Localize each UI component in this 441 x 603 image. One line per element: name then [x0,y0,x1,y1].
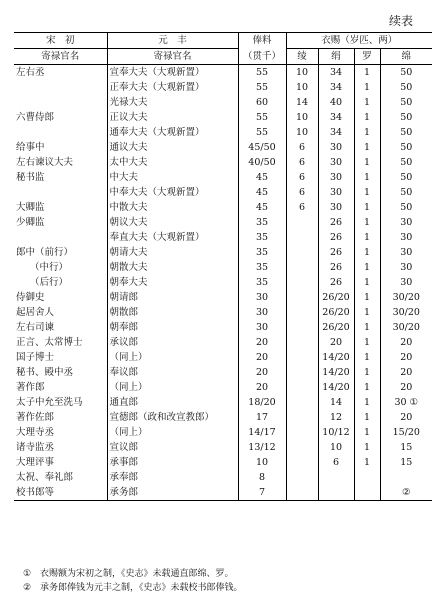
salary-cell: 45 [238,200,286,215]
table-row [14,140,432,155]
ling-cell: 6 [286,200,318,215]
juan-cell: 30 [318,155,354,170]
juan-cell: 26 [318,275,354,290]
table-row [14,110,432,125]
luo-cell: 1 [354,395,380,410]
footnote-mark: ② [22,583,32,593]
mian-cell: 50 [400,112,413,123]
yuanfeng-cell: 正议大夫 [107,110,238,125]
ling-cell [286,410,318,425]
yuanfeng-cell: 朝奉郎 [107,320,238,335]
mian-cell: 15 [400,442,413,453]
yuanfeng-cell: 中散大夫 [107,200,238,215]
luo-cell: 1 [354,110,380,125]
footnote [14,567,432,581]
song-cell: 起居舍人 [14,305,107,320]
ling-cell [286,440,318,455]
ling-cell [286,350,318,365]
juan-cell: 20 [318,335,354,350]
yuanfeng-cell: 通议大夫 [107,140,238,155]
salary-cell: 14/17 [238,425,286,440]
juan-cell: 6 [318,455,354,470]
ling-cell: 6 [286,140,318,155]
song-cell: 左右丞 [14,65,107,81]
song-cell: 诸寺监丞 [14,440,107,455]
song-cell: 正言、太常博士 [14,335,107,350]
yuanfeng-cell: 奉议郎 [107,365,238,380]
table-row [14,170,432,185]
salary-cell: 35 [238,260,286,275]
ling-cell: 10 [286,80,318,95]
song-cell: 给事中 [14,140,107,155]
ling-cell: 10 [286,125,318,140]
song-cell: 秘书监 [14,170,107,185]
salary-cell: 20 [238,380,286,395]
song-cell: 国子博士 [14,350,107,365]
footnote-mark: ① [22,569,32,579]
yuanfeng-cell: （同上） [107,425,238,440]
ling-cell [286,380,318,395]
salary-cell: 10 [238,455,286,470]
header-song-sub: 寄禄官名 [14,49,107,65]
yuanfeng-cell: （同上） [107,350,238,365]
juan-cell: 30 [318,140,354,155]
footnote-text: 衣赐额为宋初之制，《史志》未载通直郎绵、罗。 [40,569,234,579]
juan-cell: 26 [318,245,354,260]
luo-cell: 1 [354,155,380,170]
song-cell: 大理评事 [14,455,107,470]
mian-cell: 30 [400,232,413,243]
salary-cell: 18/20 [238,395,286,410]
table-row [14,350,432,365]
yuanfeng-cell: 中大夫 [107,170,238,185]
song-cell [14,125,107,140]
table-row [14,125,432,140]
salary-cell: 35 [238,215,286,230]
salary-cell: 35 [238,245,286,260]
table-row [14,155,432,170]
salary-cell: 13/12 [238,440,286,455]
song-cell: 著作佐郎 [14,410,107,425]
ling-cell [286,395,318,410]
juan-cell: 14/20 [318,350,354,365]
salary-cell: 30 [238,320,286,335]
juan-cell: 14/20 [318,380,354,395]
luo-cell: 1 [354,365,380,380]
salary-cell: 40/50 [238,155,286,170]
continued-label: 续表 [388,14,413,28]
luo-cell: 1 [354,95,380,110]
header-ling: 绫 [286,49,318,65]
mian-cell: 50 [400,157,413,168]
ling-cell: 6 [286,155,318,170]
table-row [14,230,432,245]
juan-cell: 26 [318,260,354,275]
mian-cell: 50 [400,67,413,78]
mian-cell: 50 [400,82,413,93]
mian-cell: 20 [400,367,413,378]
ling-cell: 14 [286,95,318,110]
header-song: 宋 初 [14,33,107,49]
salary-table [14,32,432,501]
mian-cell: 30/20 [392,322,420,333]
salary-cell: 20 [238,350,286,365]
salary-cell: 20 [238,365,286,380]
salary-cell: 30 [238,290,286,305]
juan-cell: 30 [318,200,354,215]
ling-cell [286,230,318,245]
ling-cell: 6 [286,170,318,185]
luo-cell: 1 [354,125,380,140]
mian-cell: 20 [400,412,413,423]
ling-cell [286,335,318,350]
ling-cell [286,305,318,320]
luo-cell: 1 [354,65,380,81]
yuanfeng-cell: 宣德郎（政和改宣教郎） [107,410,238,425]
salary-cell: 35 [238,230,286,245]
mian-cell: 50 [400,127,413,138]
ling-cell [286,290,318,305]
luo-cell: 1 [354,200,380,215]
luo-cell: 1 [354,455,380,470]
luo-cell [354,485,380,501]
juan-cell: 34 [318,125,354,140]
table-row [14,245,432,260]
mian-cell: 20 [400,382,413,393]
mian-cell: 15 [400,457,413,468]
table-row [14,290,432,305]
table-body [14,65,432,501]
song-cell: 秘书、殿中丞 [14,365,107,380]
luo-cell: 1 [354,260,380,275]
yuanfeng-cell: 宣议郎 [107,440,238,455]
salary-cell: 55 [238,125,286,140]
luo-cell: 1 [354,335,380,350]
ling-cell [286,485,318,501]
juan-cell: 26/20 [318,305,354,320]
table-row [14,80,432,95]
yuanfeng-cell: 承奉郎 [107,470,238,485]
salary-cell: 45 [238,185,286,200]
juan-cell: 40 [318,95,354,110]
table-row [14,215,432,230]
salary-cell: 45 [238,170,286,185]
luo-cell: 1 [354,170,380,185]
table-row [14,320,432,335]
yuanfeng-cell: 朝奉大夫 [107,275,238,290]
footnote-text: 承务郎俸钱为元丰之制，《史志》未载校书郎俸钱。 [40,583,243,593]
ling-cell [286,470,318,485]
table-row [14,440,432,455]
juan-cell: 10 [318,440,354,455]
table-row [14,65,432,81]
footnote [14,581,432,595]
ling-cell [286,275,318,290]
luo-cell: 1 [354,290,380,305]
table-row [14,395,432,410]
salary-cell: 17 [238,410,286,425]
juan-cell: 14 [318,395,354,410]
footnotes [14,567,432,595]
song-cell: 著作郎 [14,380,107,395]
mian-cell: ② [380,485,432,501]
yuanfeng-cell: 朝请郎 [107,290,238,305]
song-cell: 少卿监 [14,215,107,230]
salary-cell: 60 [238,95,286,110]
yuanfeng-cell: （同上） [107,380,238,395]
header-clothing: 衣赐（岁匹、两） [286,33,432,49]
song-cell: 校书郎等 [14,485,107,501]
luo-cell: 1 [354,230,380,245]
song-cell [14,230,107,245]
song-cell: 郎中（前行） [14,245,107,260]
yuanfeng-cell: 朝散郎 [107,305,238,320]
table-row [14,365,432,380]
yuanfeng-cell: 通直郎 [107,395,238,410]
song-cell: （后行） [14,275,107,290]
mian-cell: 20 [400,337,413,348]
salary-cell: 45/50 [238,140,286,155]
salary-cell: 30 [238,305,286,320]
header-luo: 罗 [354,49,380,65]
yuanfeng-cell: 朝请大夫 [107,245,238,260]
yuanfeng-cell: 通奉大夫（大观新置） [107,125,238,140]
yuanfeng-cell: 承议郎 [107,335,238,350]
salary-cell: 55 [238,65,286,81]
song-cell [14,80,107,95]
mian-cell [380,470,432,485]
yuanfeng-cell: 承务郎 [107,485,238,501]
ling-cell [286,365,318,380]
luo-cell: 1 [354,215,380,230]
mian-cell: 50 [400,202,413,213]
juan-cell: 12 [318,410,354,425]
luo-cell [354,470,380,485]
luo-cell: 1 [354,320,380,335]
table-row [14,95,432,110]
table-row [14,485,432,501]
juan-cell: 34 [318,80,354,95]
song-cell [14,95,107,110]
ling-cell [286,425,318,440]
song-cell: 侍御史 [14,290,107,305]
table-row [14,455,432,470]
juan-cell [318,485,354,501]
song-cell: 太祝、奉礼郎 [14,470,107,485]
juan-cell: 14/20 [318,365,354,380]
ling-cell [286,455,318,470]
mian-cell: 50 [400,187,413,198]
salary-cell: 35 [238,275,286,290]
juan-cell: 34 [318,65,354,81]
salary-cell: 20 [238,335,286,350]
luo-cell: 1 [354,140,380,155]
mian-cell: 20 [400,352,413,363]
song-cell: （中行） [14,260,107,275]
mian-cell: 30/20 [392,292,420,303]
song-cell: 左右谏议大夫 [14,155,107,170]
table-row [14,335,432,350]
luo-cell: 1 [354,380,380,395]
table-row [14,305,432,320]
mian-cell: 50 [400,142,413,153]
juan-cell: 26/20 [318,290,354,305]
mian-cell: 30 [400,217,413,228]
mian-cell: 30/20 [392,307,420,318]
song-cell: 太子中允至洗马 [14,395,107,410]
header-salary-sub: （贯千） [238,49,286,65]
luo-cell: 1 [354,305,380,320]
salary-cell: 55 [238,110,286,125]
juan-cell: 10/12 [318,425,354,440]
juan-cell: 30 [318,170,354,185]
table-row [14,200,432,215]
yuanfeng-cell: 奉直大夫（大观新置） [107,230,238,245]
juan-cell: 30 [318,185,354,200]
yuanfeng-cell: 太中大夫 [107,155,238,170]
song-cell: 左右司谏 [14,320,107,335]
song-cell: 大理寺丞 [14,425,107,440]
yuanfeng-cell: 承事郎 [107,455,238,470]
yuanfeng-cell: 中奉大夫（大观新置） [107,185,238,200]
luo-cell: 1 [354,350,380,365]
yuanfeng-cell: 光禄大夫 [107,95,238,110]
luo-cell: 1 [354,410,380,425]
yuanfeng-cell: 宣奉大夫（大观新置） [107,65,238,81]
mian-cell: 50 [400,172,413,183]
juan-cell: 26/20 [318,320,354,335]
mian-cell: 30 [400,277,413,288]
table-row [14,260,432,275]
luo-cell: 1 [354,275,380,290]
header-juan: 绢 [318,49,354,65]
header-mian: 绵 [380,49,432,65]
mian-cell: 30 [400,247,413,258]
table-row [14,470,432,485]
table-row [14,380,432,395]
juan-cell: 26 [318,215,354,230]
luo-cell: 1 [354,440,380,455]
ling-cell [286,320,318,335]
song-cell: 六曹侍郎 [14,110,107,125]
header-yuanfeng-sub: 寄禄官名 [107,49,238,65]
mian-cell: 30 [400,262,413,273]
yuanfeng-cell: 朝散大夫 [107,260,238,275]
juan-cell: 34 [318,110,354,125]
table-row [14,275,432,290]
juan-cell [318,470,354,485]
luo-cell: 1 [354,185,380,200]
ling-cell [286,245,318,260]
yuanfeng-cell: 正奉大夫（大观新置） [107,80,238,95]
ling-cell [286,260,318,275]
luo-cell: 1 [354,425,380,440]
luo-cell: 1 [354,245,380,260]
header-yuanfeng: 元 丰 [107,33,238,49]
yuanfeng-cell: 朝议大夫 [107,215,238,230]
table-row [14,425,432,440]
song-cell: 大卿监 [14,200,107,215]
table-row [14,410,432,425]
song-cell [14,185,107,200]
ling-cell: 10 [286,110,318,125]
ling-cell: 10 [286,65,318,81]
ling-cell [286,215,318,230]
luo-cell: 1 [354,80,380,95]
salary-cell: 55 [238,80,286,95]
mian-cell: 15/20 [392,427,420,438]
juan-cell: 26 [318,230,354,245]
salary-cell: 7 [238,485,286,501]
mian-cell: 50 [400,97,413,108]
header-salary: 俸料 [238,33,286,49]
mian-cell: 30 ① [394,397,419,408]
ling-cell: 6 [286,185,318,200]
salary-cell: 8 [238,470,286,485]
table-row [14,185,432,200]
